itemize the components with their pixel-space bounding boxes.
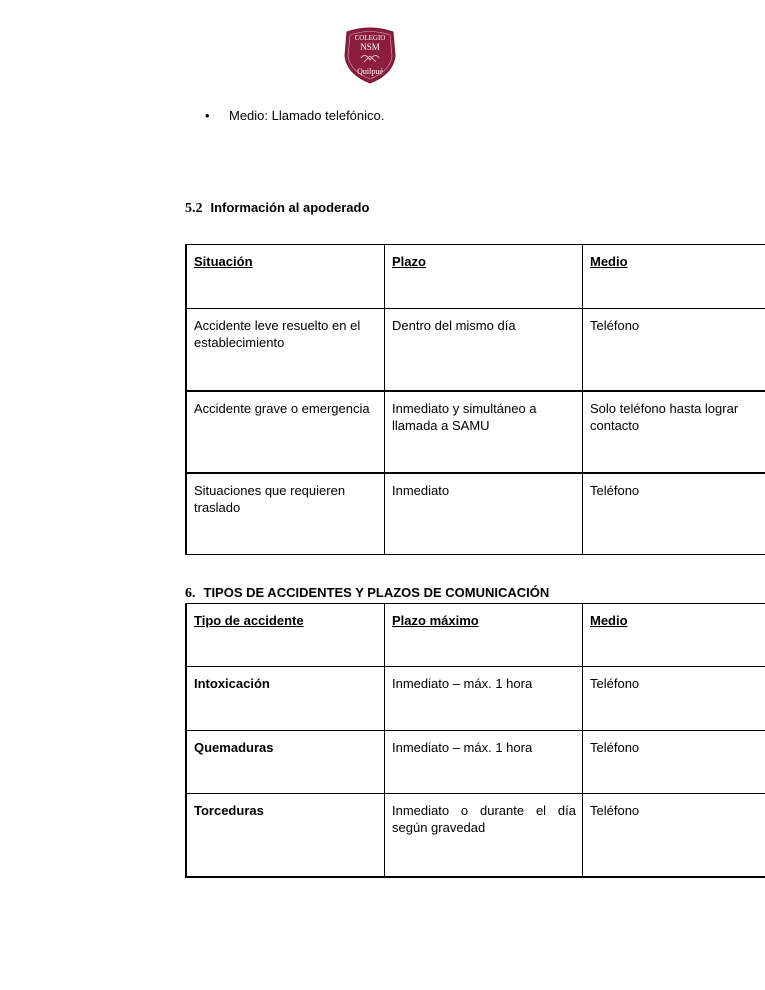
section-5-2-heading	[185, 200, 369, 217]
table-cell: Inmediato – máx. 1 hora	[385, 667, 583, 731]
logo-text-line2: NSM	[360, 42, 380, 52]
table-row	[186, 391, 765, 473]
table-cell: Intoxicación	[186, 667, 385, 731]
table-cell: Torceduras	[186, 794, 385, 877]
table-cell: Inmediato y simultáneo a llamada a SAMU	[385, 391, 583, 473]
accident-types-table	[185, 603, 765, 878]
logo-text-line3: Quilpué	[357, 67, 383, 76]
header-cell: Situación	[186, 245, 385, 309]
header-cell: Medio	[583, 245, 765, 309]
table-cell: Situaciones que requieren traslado	[186, 473, 385, 555]
table-cell: Quemaduras	[186, 731, 385, 794]
table-cell: Teléfono	[583, 473, 765, 555]
header-cell: Plazo	[385, 245, 583, 309]
bullet-text: Medio: Llamado telefónico.	[229, 108, 385, 123]
table-cell: Teléfono	[583, 731, 765, 794]
table-row	[186, 667, 765, 731]
table-cell: Dentro del mismo día	[385, 309, 583, 391]
table-cell: Teléfono	[583, 794, 765, 877]
section-number: 6.	[185, 586, 196, 601]
section-number: 5.2	[185, 201, 203, 216]
table-cell: Teléfono	[583, 309, 765, 391]
table-row	[186, 731, 765, 794]
table-header-row	[186, 604, 765, 667]
table-row	[186, 309, 765, 391]
guardian-information-table	[185, 244, 765, 555]
table-cell: Inmediato	[385, 473, 583, 555]
bullet-marker: •	[205, 108, 210, 123]
table-cell: Inmediato o durante el día según gravedad	[385, 794, 583, 877]
table-header-row	[186, 245, 765, 309]
logo-text-line1: COLEGIO	[354, 34, 386, 42]
section-title: Información al apoderado	[210, 200, 370, 215]
header-cell: Tipo de accidente	[186, 604, 385, 667]
header-cell: Medio	[583, 604, 765, 667]
section-6-heading	[185, 585, 549, 602]
table-cell: Solo teléfono hasta lograr contacto	[583, 391, 765, 473]
table-row	[186, 473, 765, 555]
table-cell: Accidente leve resuelto en el establecimiento	[186, 309, 385, 391]
school-crest-logo	[341, 26, 399, 84]
header-cell: Plazo máximo	[385, 604, 583, 667]
section-title: TIPOS DE ACCIDENTES Y PLAZOS DE COMUNICACIÓN	[203, 585, 550, 600]
table-cell: Teléfono	[583, 667, 765, 731]
table-cell: Inmediato – máx. 1 hora	[385, 731, 583, 794]
table-cell: Accidente grave o emergencia	[186, 391, 385, 473]
table-row	[186, 794, 765, 877]
